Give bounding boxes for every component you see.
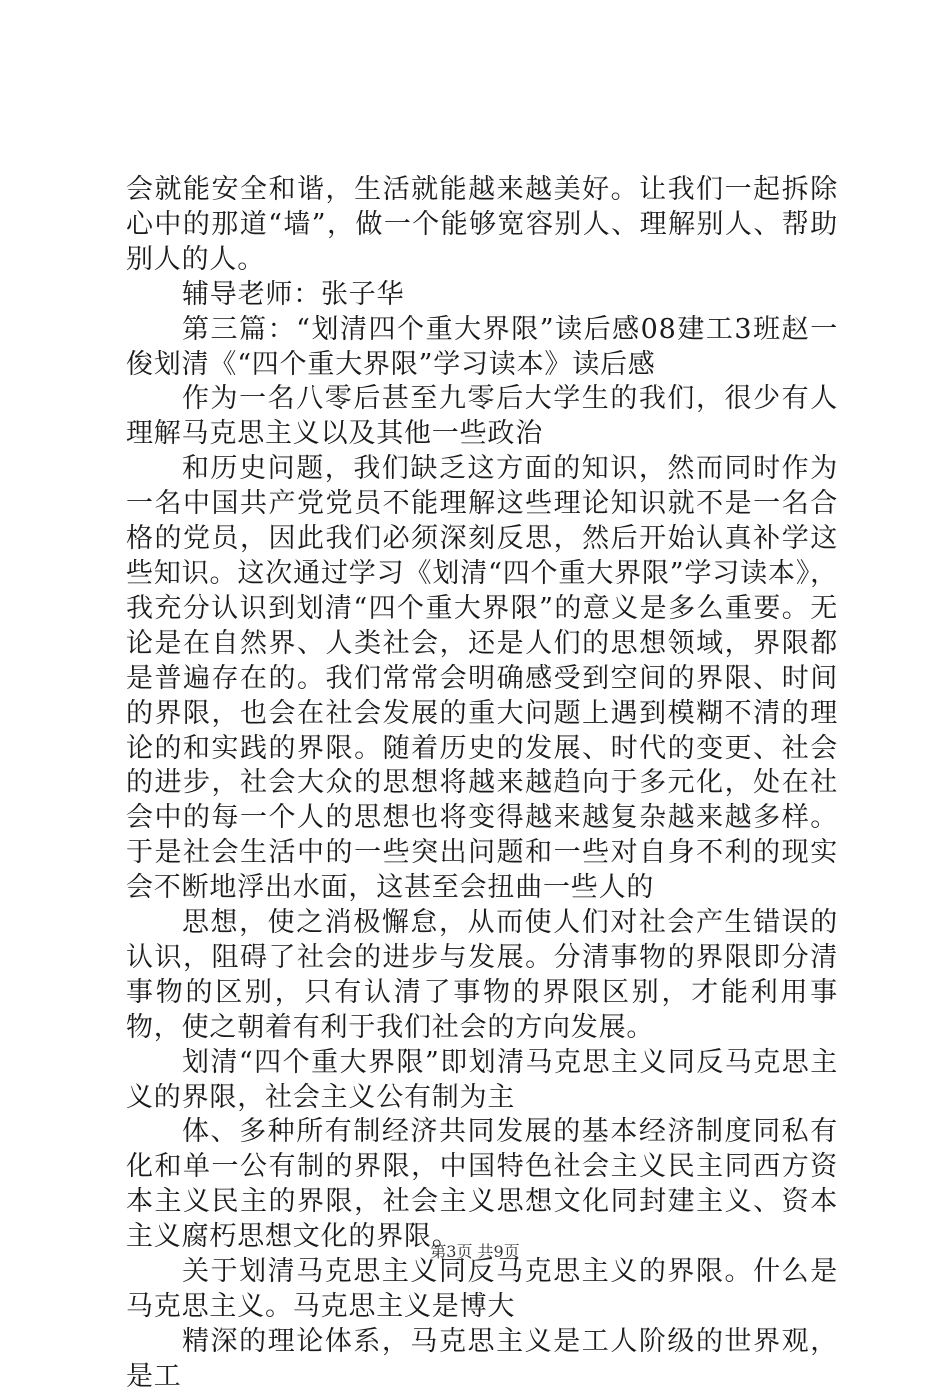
document-body: [126, 173, 838, 1395]
paragraph-section-title: 第三篇：“划清四个重大界限”读后感08建工3班赵一俊划清《“四个重大界限”学习读本》读后感: [126, 313, 838, 380]
paragraph: 和历史问题，我们缺乏这方面的知识，然而同时作为一名中国共产党党员不能理解这些理论知识就不是一名合格的党员，因此我们必须深刻反思，然后开始认真补学这些知识。这次通过学习《划清“四个重大界限”学习读本》，我充分认识到划清“四个重大界限”的意义是多么重要。无论是在自然界、人类社会，还是人们的思想领域，界限都是普遍存在的。我们常常会明确感受到空间的界限、时间的界限，也会在社会发展的重大问题上遇到模糊不清的理论的和实践的界限。随着历史的发展、时代的变更、社会的进步，社会大众的思想将越来越趋向于多元化，处在社会中的每一个人的思想也将变得越来越复杂越来越多样。于是社会生活中的一些突出问题和一些对自身不利的现实会不断地浮出水面，这甚至会扭曲一些人的: [126, 453, 838, 904]
paragraph: 划清“四个重大界限”即划清马克思主义同反马克思主义的界限，社会主义公有制为主: [126, 1046, 838, 1113]
paragraph: 思想，使之消极懈怠，从而使人们对社会产生错误的认识，阻碍了社会的进步与发展。分清事物的界限即分清事物的区别，只有认清了事物的界限区别，才能利用事物，使之朝着有利于我们社会的方向发展。: [126, 907, 838, 1043]
paragraph: 作为一名八零后甚至九零后大学生的我们，很少有人理解马克思主义以及其他一些政治: [126, 383, 838, 450]
paragraph-instructor: 辅导老师：张子华: [182, 278, 405, 310]
paragraph: 关于划清马克思主义同反马克思主义的界限。什么是马克思主义。马克思主义是博大: [126, 1256, 838, 1322]
paragraph: 精深的理论体系，马克思主义是工人阶级的世界观，是工: [126, 1325, 838, 1392]
page-number-footer: 第3页 共9页: [430, 1242, 520, 1261]
paragraph: 体、多种所有制经济共同发展的基本经济制度同私有化和单一公有制的界限，中国特色社会主义民主同西方资本主义民主的界限，社会主义思想文化同封建主义、资本主义腐朽思想文化的界限。: [126, 1116, 838, 1253]
paragraph-continuation: 会就能安全和谐，生活就能越来越美好。让我们一起拆除心中的那道“墙”，做一个能够宽容别人、理解别人、帮助别人的人。: [126, 174, 838, 275]
